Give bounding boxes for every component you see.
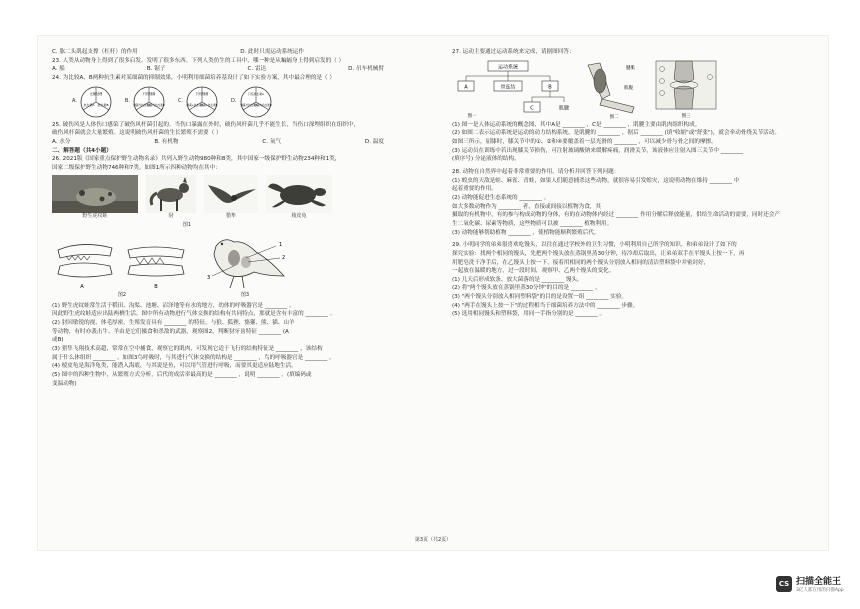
figure-label: 肌腹	[624, 85, 633, 91]
animal-caption: 野生虎纹蛙	[82, 212, 108, 219]
q25-options	[52, 138, 424, 147]
figure-1-caption: 图1	[182, 222, 192, 229]
q27-line: (1) 图一是人体运动系统的概念图，其中A是 ________ ，C是 ________ ，肌腱主要由肌肉组织构成。	[452, 121, 701, 128]
scanner-app-tagline: 3亿人都在用的扫描App	[796, 588, 844, 593]
figure-label: 2	[282, 255, 286, 262]
section-heading: 二、解答题（共4小题）	[52, 147, 112, 154]
knee-joint-diagram	[654, 59, 718, 119]
figure-2-3	[52, 232, 424, 300]
q24-option-a	[72, 85, 113, 119]
figure-label: B	[154, 284, 158, 291]
q29-line: (3) "两个馒头分别放入相同塑料袋"的目的是设置一组 ________ 实验。	[452, 294, 628, 301]
dhole-photo	[146, 175, 196, 213]
q24-options-figure	[72, 85, 424, 119]
q23-option: A. 船	[52, 66, 65, 73]
petri-dish-d	[239, 85, 273, 119]
q27-line: 如图三所示，屈膝时，膝关节中的①、②和④要覆盖着一层光滑的 ________ ，可以减少骨与骨之间的摩擦。	[452, 138, 717, 145]
animal-falcon	[204, 175, 258, 221]
figure-2-caption: 图2	[117, 292, 127, 299]
q26-line: (2) 豺因敏锐的视、体毛厚密，生殖发育具有 ________ 的特征，与狼、狐狸、貉獾、熊、猫、山羊	[52, 320, 295, 327]
q23-options	[52, 65, 424, 74]
dish-label: 无菌处理	[89, 91, 103, 96]
q27-line: (2) 如图二表示运动系统是运动的动力结构系统，是肌腱的 ________ ，据后 ________ (填"收缩"或"舒张")，就会牵动骨绕关节活动。	[452, 130, 780, 137]
concept-node: B	[548, 84, 552, 91]
q26-line: (4) 棱皮龟是海洋龟类，能潜入海底，与其说是鱼，可以用气管进行呼吸，而要其更适应陆地生活。	[52, 363, 297, 370]
animal-caption: 棱皮龟	[291, 212, 307, 219]
q25-stem-line: 25. 破伤风是人体伤口感染了破伤风杆菌引起的。当伤口暴露在外时，破伤风杆菌几乎不能生长，当伤口深埋组织在组织中，	[52, 121, 360, 128]
figure-caption: 图二	[609, 114, 619, 119]
q28-line: 起着重要的作用。	[452, 186, 497, 193]
q22-options-tail	[52, 48, 424, 57]
q26-line: 或B)	[52, 337, 64, 344]
q23-stem: 23. 人类从动物身上得到了很多启发，发明了很多东西。下列人类仿生的工具中，哪一种是从蝙蝠身上得到启发的（ ）	[52, 57, 345, 64]
figure-label: 3	[207, 275, 211, 282]
teeth-diagram	[52, 236, 192, 292]
q26-line: 变温动物)	[52, 380, 77, 387]
figure-caption: 图一	[467, 113, 477, 119]
turtle-photo	[266, 175, 332, 213]
petri-dish-b	[132, 85, 166, 119]
q29-stem-line: 探究实验：找两个相同的馒头，先把两个馒头放在蒸锅里蒸30分钟，待冷却后取出，让弟弟双手在平馒头上按一下，再	[452, 250, 745, 257]
right-column	[452, 48, 814, 319]
q28-line: (3) 动物能够帮助植物 ________ ，使植物能顺利繁殖后代。	[452, 229, 600, 236]
dish-label: 抗生素A	[83, 102, 95, 107]
figure-label: 1	[279, 242, 283, 249]
figure-label: A	[80, 284, 84, 291]
scanner-watermark	[776, 574, 844, 593]
q29-line: (5) 选用相同馒头和塑料袋，用同一手指分别的是 ________ 。	[452, 311, 606, 318]
dish-label: 细菌+抗生素B	[200, 103, 218, 107]
animal-caption: 豺	[168, 212, 174, 219]
scanner-watermark-text	[796, 574, 844, 593]
q25-option: B. 有机物	[154, 138, 179, 145]
camscanner-logo-icon: CS	[776, 576, 792, 592]
figure-3	[200, 232, 290, 300]
animal-turtle	[266, 175, 332, 221]
page-number: 第3页（共2页）	[414, 537, 452, 543]
concept-node: 运动系统	[497, 64, 519, 71]
q28-line: (2) 动物能促进生态系统的 ________ 。	[452, 194, 550, 201]
q29-stem-line: 一起放在温暖的地方，过一段时间，观察甲、乙两个馒头的变化。	[452, 268, 615, 275]
q26-intro-line: 国家二级保护野生动物746种和7类。如图1所示四种动物均在其中：	[52, 164, 221, 171]
q24-option-letter: D.	[231, 97, 237, 104]
q24-option-b	[125, 85, 166, 119]
concept-node: 骨连结	[500, 84, 516, 91]
animal-frog	[52, 175, 138, 221]
dish-label: 细菌与抗生素B	[147, 103, 165, 107]
concept-node: 肌腱	[558, 105, 570, 112]
q26-line: 属于什么体组织 ________ 。如图3鸟呼吸时，与其进行气体交换的结构是 ________ ，鸟的呼吸器官是 ________ 。	[52, 354, 335, 361]
q26-line: (3) 猎隼飞翔技术高超，常常在空中捕食，观察它的肌肉，可发现它适于飞行的结构特征是 ________ ，该结构	[52, 346, 323, 353]
dish-label: 细菌与抗生素B	[253, 103, 272, 107]
motor-system-concept-map	[452, 59, 572, 119]
animal-caption: 猎隼	[225, 212, 236, 219]
q29-stem-line: 29. 小明同学的弟弟很喜欢吃馒头，以往在通过学校外的卫生习惯，小明利用自己所学的知识，和弟弟设计了如下的	[452, 242, 737, 249]
q23-option: C. 雷达	[247, 66, 267, 73]
q29-stem-line: 用肥皂洗干净手后，在乙馒头上按一下。接着用相同的两个馒头分别放入相同的清洁塑料袋中并密封好，	[452, 259, 710, 266]
q23-option: B. 锯子	[146, 66, 166, 73]
q26-line: 因此野生虎纹蛙适应出陆两栖生活。图中所有动物进行气体交换的结构有共同特点，那就是含有丰富的 ________ 。	[52, 311, 336, 318]
q28-line: 摄取的有机物中，有的参与构成动物的身体，有的在动物体内经过 ________ 作用分解后释放能量，供给生命活动的需要，同时还会产	[452, 212, 780, 219]
q24-stem: 24. 为比较A、B两种抗生素对某细菌的抑制效果，小明利用细菌培养基设计了如下实验方案，其中最合理的是（ ）	[52, 74, 336, 81]
q27-line: (3) 运动员在训练中若出现膝关节损伤，可注射玻璃酸钠来缓解疼痛，润滑关节，该液体应注射入图三关节中 ________	[452, 147, 744, 154]
petri-dish-a	[79, 85, 113, 119]
q26-line: (5) 图中的四种生物中，从繁殖方式分析，后代的成活率最高的是 ________ ，说明 ________ 。(填编码或	[52, 372, 312, 379]
dish-label: 只有抗生素A	[247, 91, 264, 96]
q27-stem: 27. 运动主要通过运动系统来完成，请据图回答：	[452, 49, 575, 55]
dish-label: 细菌与抗生素A	[239, 103, 258, 107]
q24-option-c	[178, 85, 219, 119]
q28-line: 生二氧化碳、尿素等物质，这些物质可以被 ________ 植物利用。	[452, 220, 613, 227]
figure-caption: 图三	[681, 113, 691, 119]
q24-option-letter: C.	[177, 97, 184, 104]
q28-stem: 28. 动物在自然界中起着非常重要的作用，请分析并回答下列问题：	[452, 168, 620, 175]
left-column	[52, 48, 424, 388]
exam-sheet	[38, 36, 828, 550]
bird-respiratory-diagram	[200, 232, 290, 292]
frog-photo	[52, 175, 138, 213]
dish-label: 抗生素B	[97, 102, 109, 107]
q27-line: (填序号) 分泌液体的结构。	[452, 156, 520, 163]
arm-muscle-diagram	[578, 59, 648, 119]
figure-label: 腱肌	[626, 65, 635, 71]
q22-option-d: D. 此时只需运动系统运作	[240, 49, 304, 55]
dish-label: 细菌与抗生素A	[133, 103, 151, 107]
figure-1	[52, 175, 424, 221]
dish-label: 只有细菌	[195, 91, 209, 96]
q28-line: (1) 蝗虫的天敌是蛙、麻雀、青蛙，如果人们随意捕杀这些动物，就很容易引发蝗灾，这说明动物在维持 ________ 中	[452, 177, 740, 184]
q24-option-d	[231, 85, 272, 119]
figure-2	[52, 236, 192, 300]
q28-line: 如大多数动物作为 ________ 者，直接或间接以植物为食，其	[452, 203, 601, 210]
falcon-photo	[204, 175, 258, 213]
concept-node: A	[464, 84, 468, 91]
dish-label: 细菌+抗生素A	[186, 103, 204, 107]
q25-option: D. 温度	[364, 138, 384, 145]
q25-option: A. 水分	[52, 138, 71, 145]
q29-line: (1) 几天后形成软条、放大菌落的是 ________ 馒头。	[452, 276, 583, 283]
dish-label: 只有细菌	[142, 91, 156, 96]
q26-line: 等动物，有时亦袭击牛、羊由是它们摄食和杀敌的武器，观察图2，判断豺牙齿特征 ________ (A	[52, 328, 289, 335]
q27-figures	[452, 59, 814, 119]
q22-option-c: C. 肱二头肌起支撑（杠杆）的作用	[52, 49, 138, 55]
petri-dish-c	[185, 85, 219, 119]
concept-node: C	[530, 105, 534, 112]
q25-stem-line: 破伤风杆菌就会大量繁殖。这说明破伤风杆菌的生长繁殖不需要（ ）	[52, 130, 222, 137]
figure-3-caption: 图3	[240, 292, 250, 299]
animal-dhole	[146, 175, 196, 221]
q25-option: C. 氧气	[262, 138, 282, 145]
q29-line: (4) "两手在馒头上按一下"的过程相当于细菌培养方法中的 ________ 步骤。	[452, 302, 639, 309]
q26-intro-line: 26. 2021版《国家重点保护野生动物名录》共列入野生动物980种和8类，其中国家一级保护野生动物234种和1类，	[52, 156, 341, 163]
q29-line: (2) 将"两个馒头放在蒸锅里蒸30分钟"的目的是 ________ 。	[452, 285, 601, 292]
scanner-app-name: 扫描全能王	[796, 577, 842, 587]
q26-line: (1) 野生虎纹蛙常生活于稻田、沟渠、池塘、沼泽地等有水的地方，幼体的呼吸器官是 ________ 。	[52, 302, 295, 309]
q24-option-letter: A.	[72, 97, 77, 104]
q24-option-letter: B.	[124, 97, 130, 104]
q23-option: D. 吊车机械臂	[348, 66, 384, 73]
